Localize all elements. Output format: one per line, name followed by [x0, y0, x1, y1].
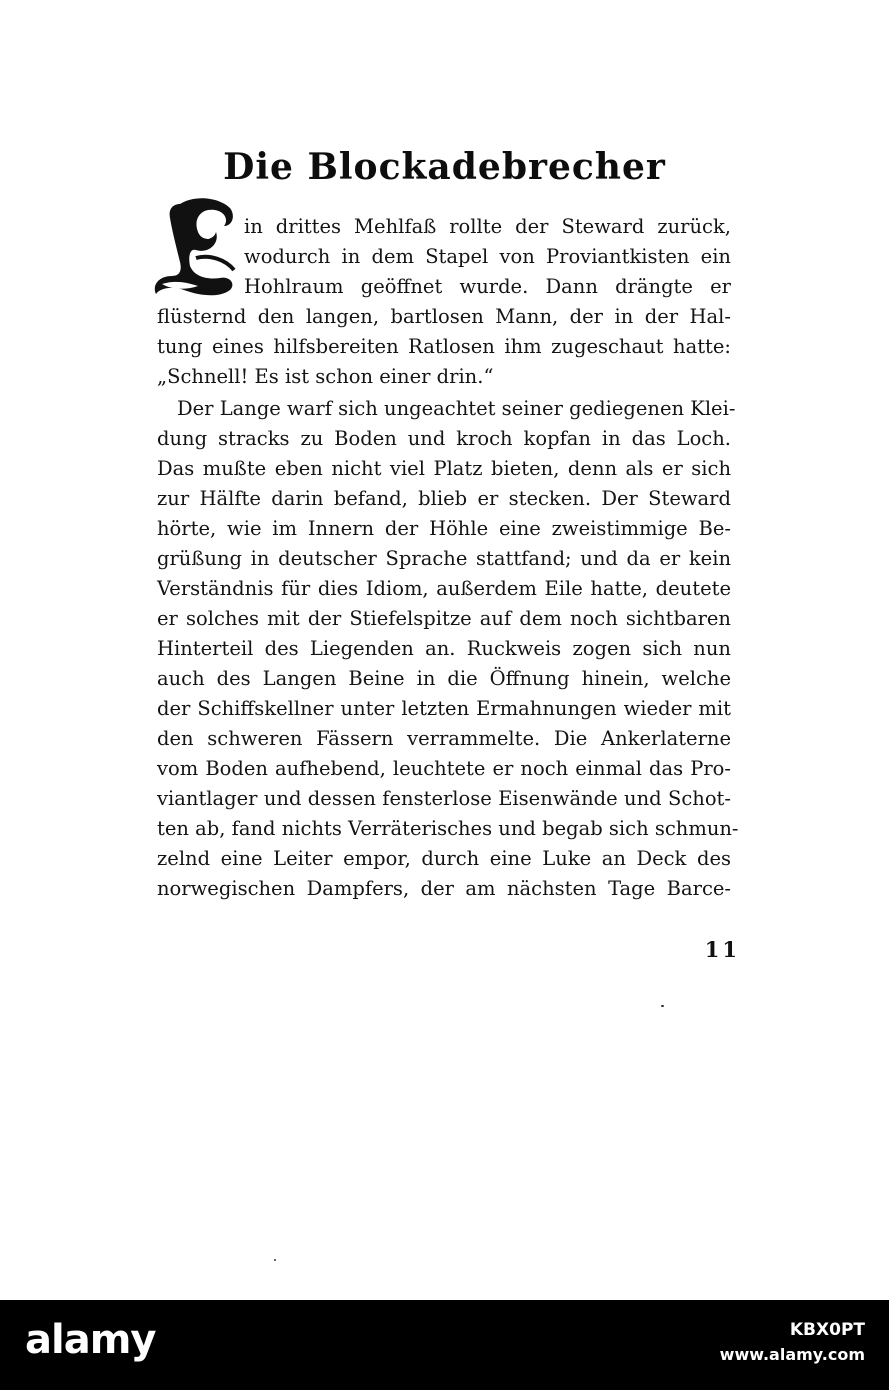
text-line: Hinterteil des Liegenden an. Ruckweis zogen sich nun — [157, 637, 731, 660]
text-line: in drittes Mehlfaß rollte der Steward zurück, — [244, 215, 731, 238]
text-line: Verständnis für dies Idiom, außerdem Eile hatte, deutete — [157, 577, 731, 600]
paper-speck — [274, 1259, 276, 1261]
text-line: der Schiffskellner unter letzten Ermahnungen wieder mit — [157, 697, 731, 720]
text-line: vom Boden aufhebend, leuchtete er noch einmal das Pro- — [157, 757, 731, 780]
alamy-logo: alamy — [25, 1317, 156, 1363]
text-line: grüßung in deutscher Sprache stattfand; und da er kein — [157, 547, 731, 570]
text-line: tung eines hilfsbereiten Ratlosen ihm zugeschaut hatte: — [157, 335, 731, 358]
text-line: viantlager und dessen fensterlose Eisenwände und Schot- — [157, 787, 731, 810]
text-line: zelnd eine Leiter empor, durch eine Luke an Deck des — [157, 847, 731, 870]
text-line: dung stracks zu Boden und kroch kopfan in das Loch. — [157, 427, 731, 450]
text-line: den schweren Fässern verrammelte. Die Ankerlaterne — [157, 727, 731, 750]
text-line: auch des Langen Beine in die Öffnung hinein, welche — [157, 667, 731, 690]
text-line: Der Lange warf sich ungeachtet seiner gediegenen Klei- — [177, 397, 736, 420]
text-line: flüsternd den langen, bartlosen Mann, der in der Hal- — [157, 305, 731, 328]
watermark-site: www.alamy.com — [719, 1345, 865, 1364]
stock-image-id: KBX0PT — [789, 1320, 865, 1340]
text-line: zur Hälfte darin befand, blieb er stecken. Der Steward — [157, 487, 731, 510]
text-line: Hohlraum geöffnet wurde. Dann drängte er — [244, 275, 731, 298]
text-line: wodurch in dem Stapel von Proviantkisten ein — [244, 245, 731, 268]
text-line: Das mußte eben nicht viel Platz bieten, denn als er sich — [157, 457, 731, 480]
paper-speck — [661, 1005, 664, 1007]
text-line: „Schnell! Es ist schon einer drin.“ — [157, 365, 494, 388]
text-line: norwegischen Dampfers, der am nächsten Tage Barce- — [157, 877, 731, 900]
page-number: 11 — [704, 937, 740, 962]
dropcap-ornament — [150, 196, 238, 298]
text-line: ten ab, fand nichts Verräterisches und begab sich schmun- — [157, 817, 739, 840]
text-line: hörte, wie im Innern der Höhle eine zweistimmige Be- — [157, 517, 731, 540]
text-line: er solches mit der Stiefelspitze auf dem noch sichtbaren — [157, 607, 731, 630]
chapter-title: Die Blockadebrecher — [223, 146, 666, 188]
